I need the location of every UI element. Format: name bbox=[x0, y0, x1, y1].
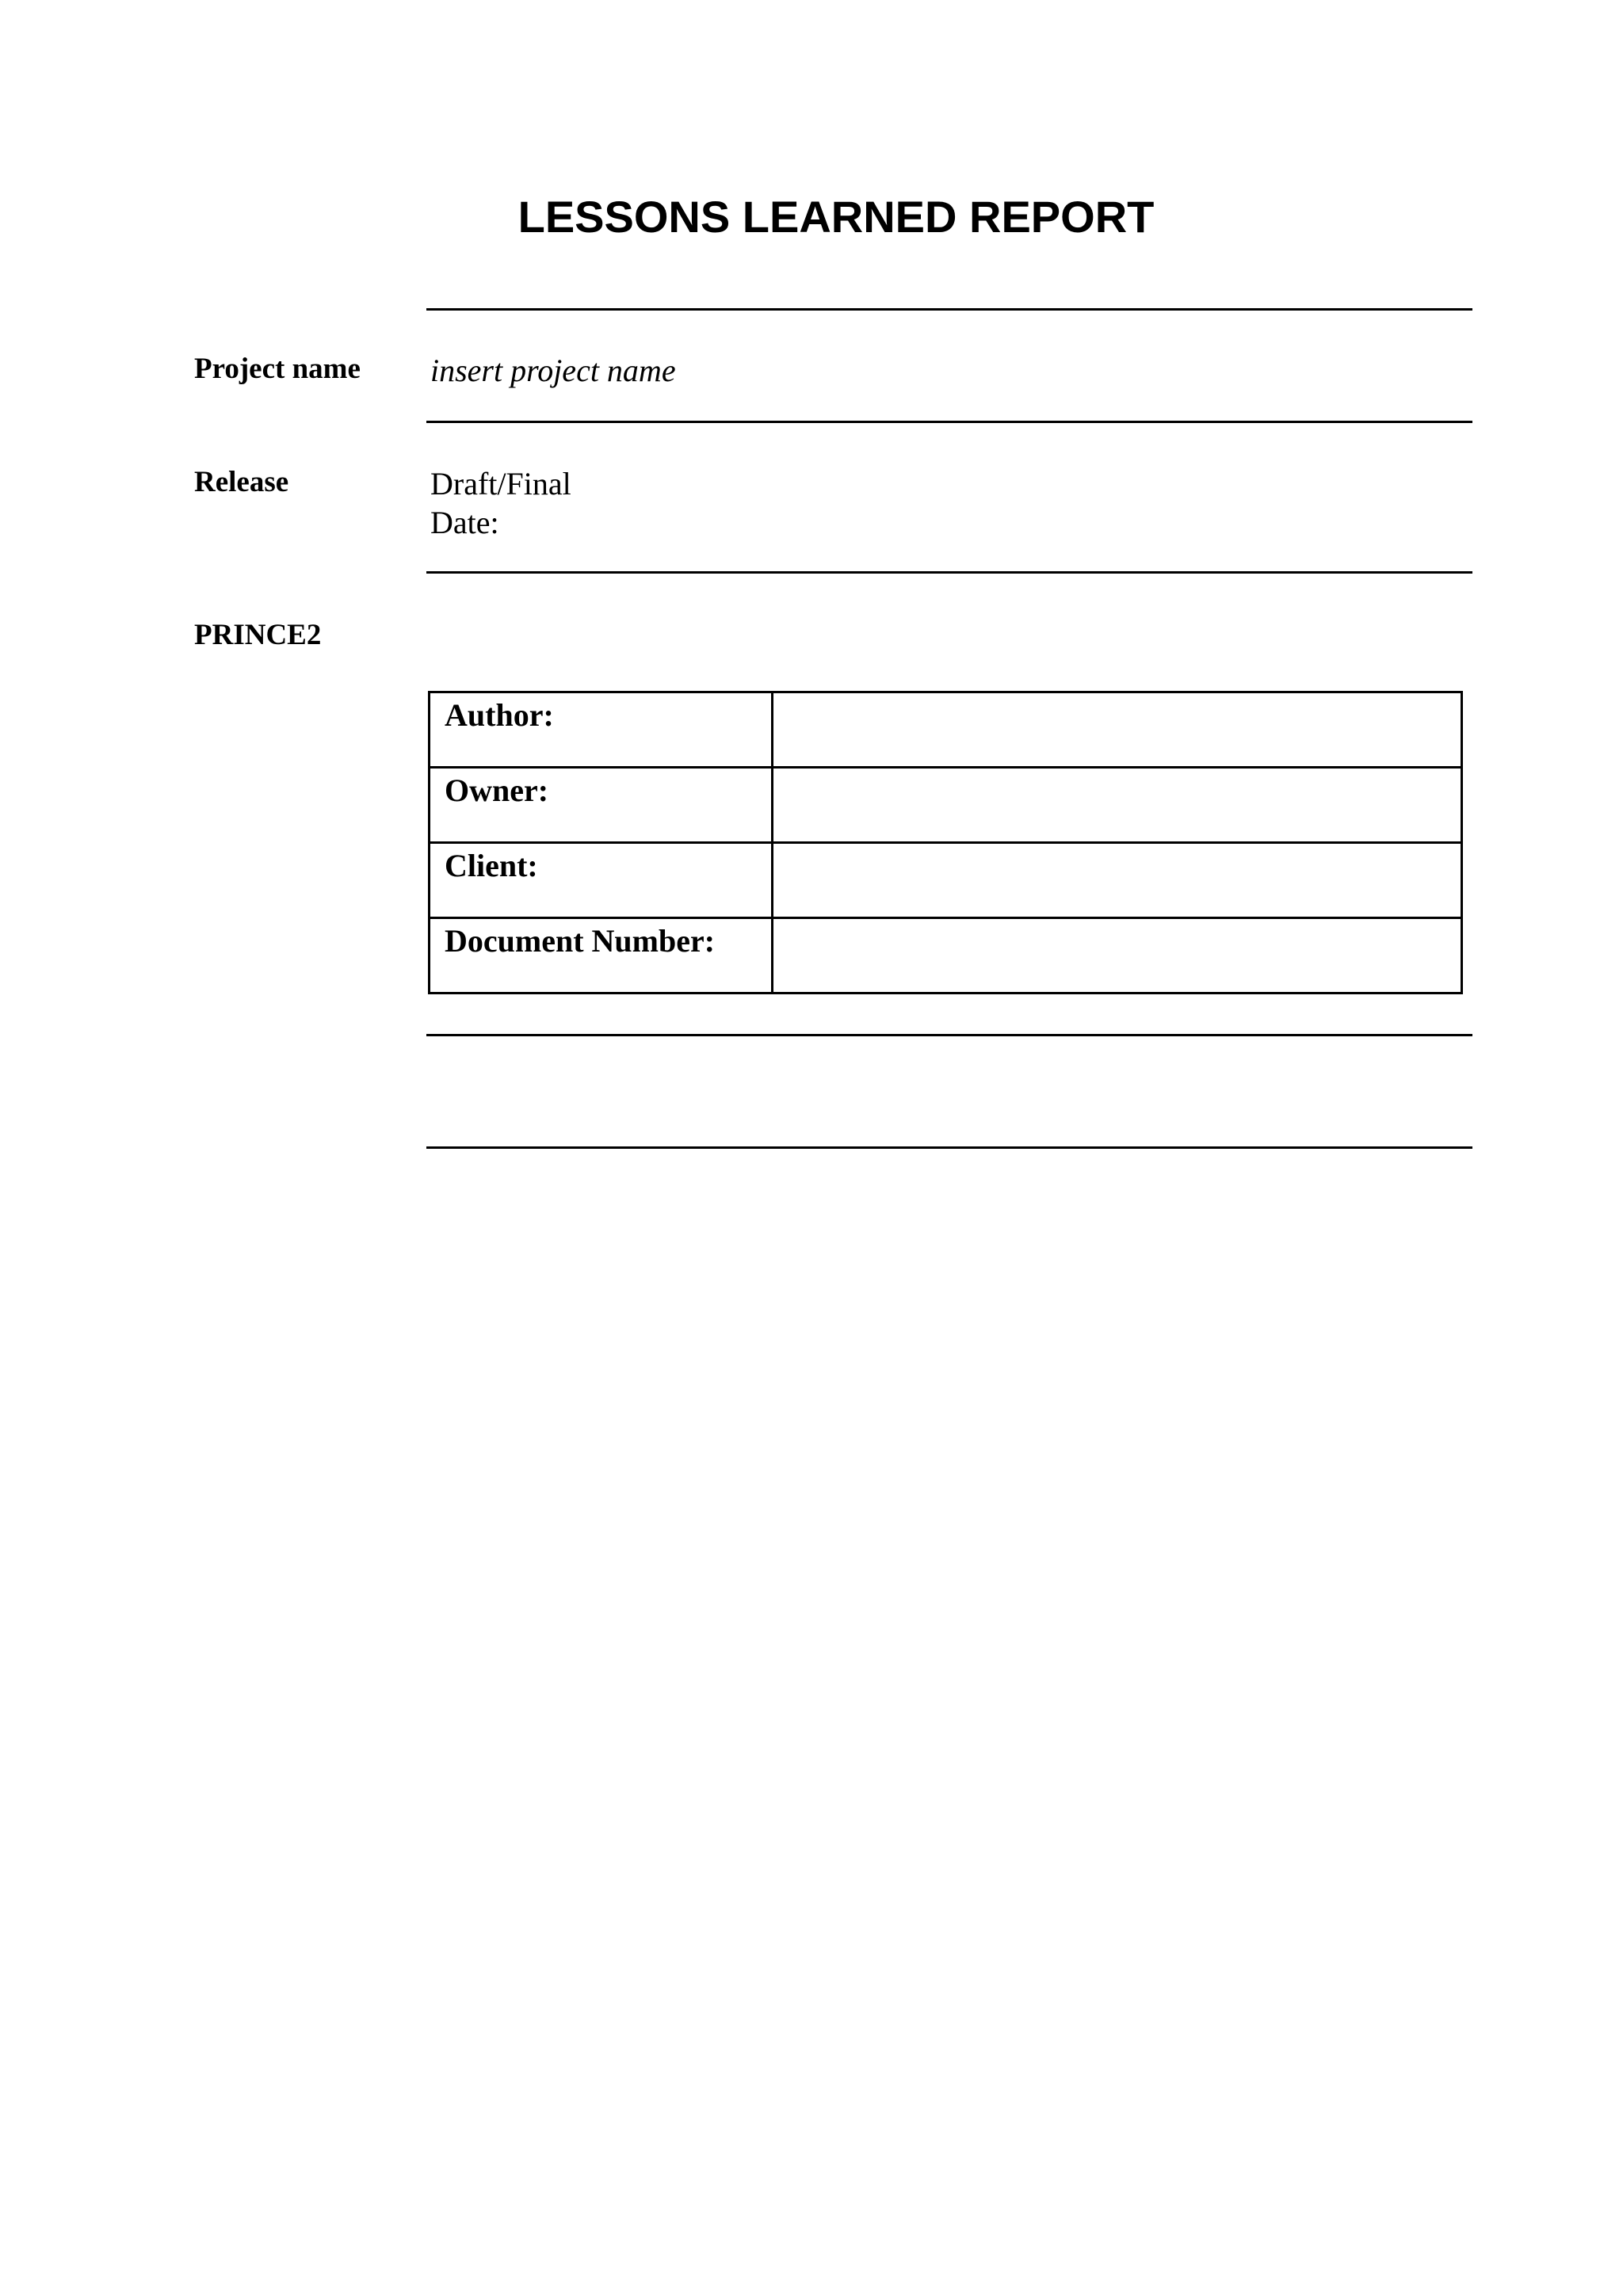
owner-value-cell[interactable] bbox=[773, 768, 1462, 843]
release-date-value[interactable]: Date: bbox=[430, 505, 499, 540]
author-value-cell[interactable] bbox=[773, 692, 1462, 768]
document-title: LESSONS LEARNED REPORT bbox=[517, 192, 1155, 242]
owner-label: Owner: bbox=[430, 768, 773, 843]
document-number-label: Document Number: bbox=[430, 918, 773, 994]
document-info-table bbox=[428, 691, 1463, 994]
table-row bbox=[430, 843, 1462, 918]
divider-after-table bbox=[426, 1034, 1472, 1036]
table-row bbox=[430, 692, 1462, 768]
release-status-value[interactable]: Draft/Final bbox=[430, 466, 571, 502]
divider-top bbox=[426, 308, 1472, 311]
author-label: Author: bbox=[430, 692, 773, 768]
release-label: Release bbox=[194, 466, 289, 498]
project-name-label: Project name bbox=[194, 353, 361, 385]
divider-release bbox=[426, 571, 1472, 574]
client-label: Client: bbox=[430, 843, 773, 918]
table-row bbox=[430, 768, 1462, 843]
table-row bbox=[430, 918, 1462, 994]
project-name-value[interactable]: insert project name bbox=[430, 353, 676, 388]
divider-bottom bbox=[426, 1146, 1472, 1149]
client-value-cell[interactable] bbox=[773, 843, 1462, 918]
document-number-value-cell[interactable] bbox=[773, 918, 1462, 994]
divider-project bbox=[426, 421, 1472, 423]
prince2-label: PRINCE2 bbox=[194, 619, 322, 651]
